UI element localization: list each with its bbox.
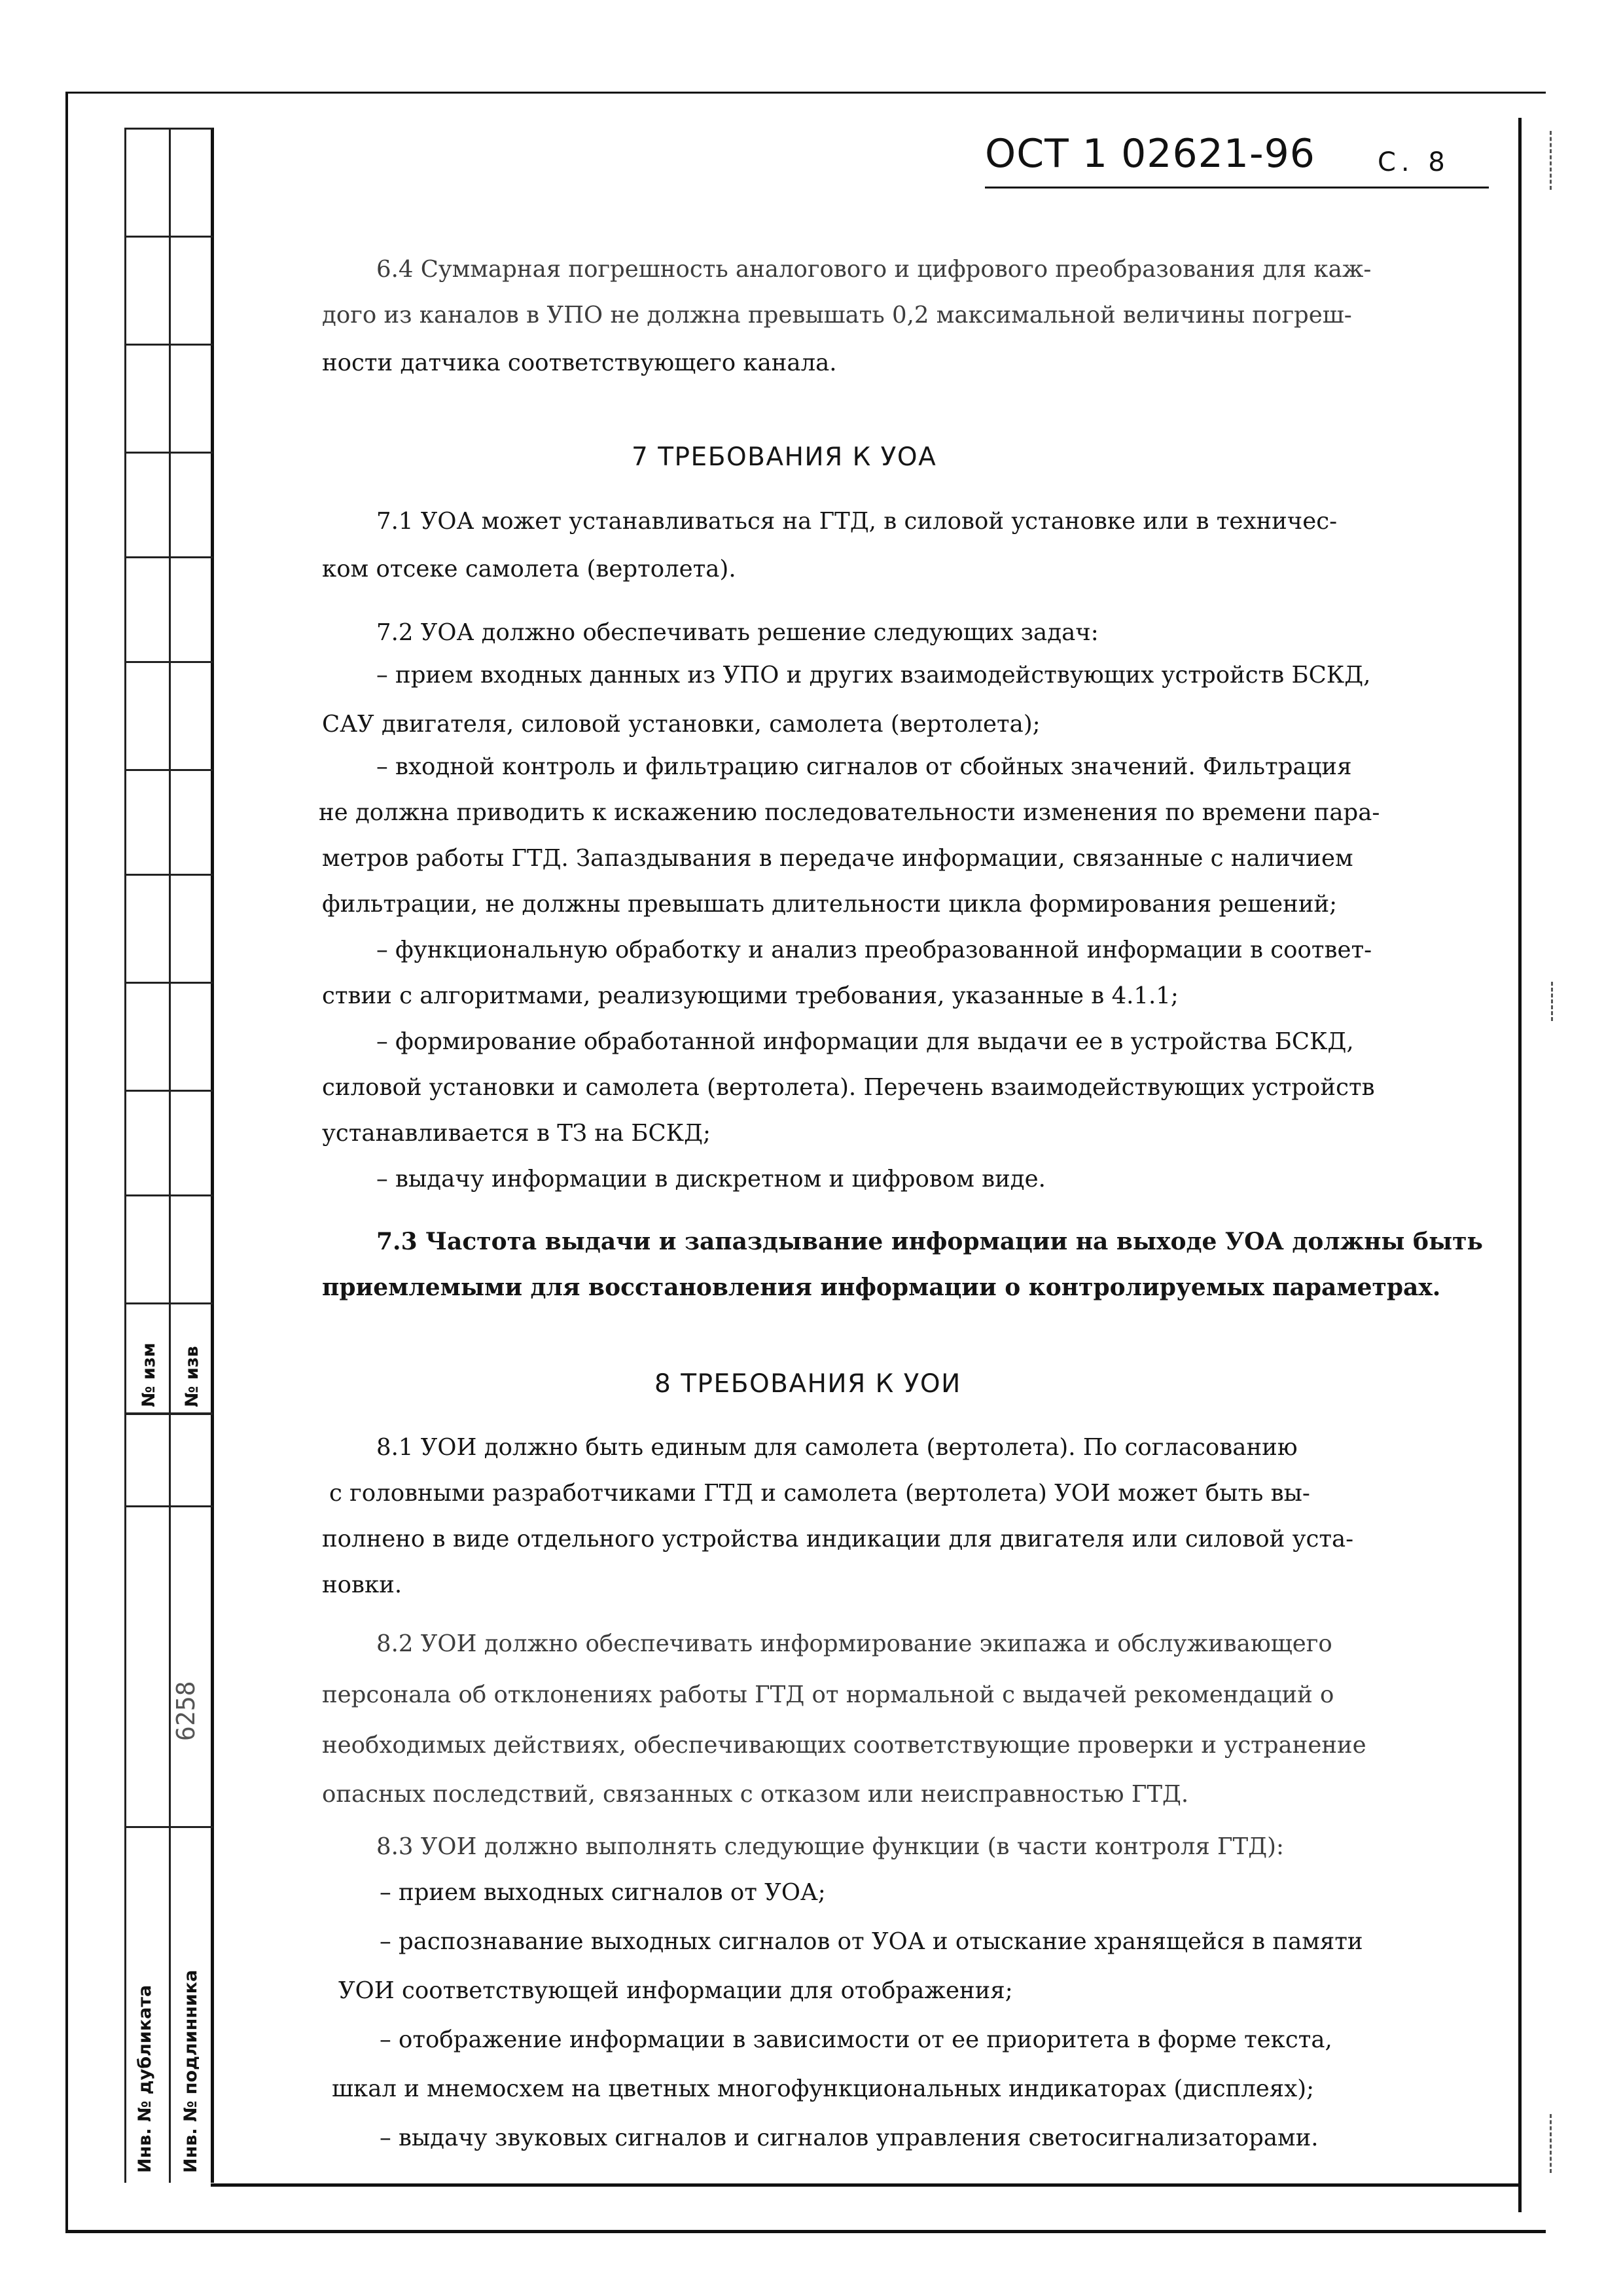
stamp-rule [124, 344, 213, 346]
text-line: – входной контроль и фильтрацию сигналов от сбойных значений. Фильтрация [376, 753, 1352, 780]
text-line: ствии с алгоритмами, реализующими требования, указанные в 4.1.1; [322, 982, 1179, 1009]
text-line: 7.2 УОА должно обеспечивать решение следующих задач: [376, 619, 1099, 646]
text-line: 7.3 Частота выдачи и запаздывание информации на выходе УОА должны быть [376, 1228, 1483, 1255]
text-line: устанавливается в ТЗ на БСКД; [322, 1120, 711, 1147]
stamp-inv-number: 6258 [171, 1681, 200, 1741]
text-line: САУ двигателя, силовой установки, самолета (вертолета); [322, 711, 1041, 738]
text-line: УОИ соответствующей информации для отображения; [338, 1977, 1013, 2004]
text-line: 6.4 Суммарная погрешность аналогового и цифрового преобразования для каж- [376, 256, 1372, 283]
page-frame-outer [65, 92, 1546, 2233]
page-number: С. 8 [1378, 147, 1450, 177]
text-line: 8.3 УОИ должно выполнять следующие функции (в части контроля ГТД): [376, 1833, 1284, 1860]
text-line: ности датчика соответствующего канала. [322, 350, 837, 376]
text-line: – прием выходных сигналов от УОА; [380, 1879, 826, 1906]
edge-mark [1550, 131, 1552, 190]
text-line: не должна приводить к искажению последовательности изменения по времени пара- [319, 799, 1380, 826]
text-line: приемлемыми для восстановления информации о контролируемых параметрах. [322, 1274, 1441, 1301]
stamp-rule [124, 1302, 213, 1304]
page-frame-inner-left [211, 128, 214, 2183]
section-heading-7: 7 ТРЕБОВАНИЯ К УОА [632, 442, 937, 472]
header-rule [985, 187, 1489, 188]
text-line: с головными разработчиками ГТД и самолета (вертолета) УОИ может быть вы- [329, 1480, 1310, 1507]
text-line: опасных последствий, связанных с отказом или неисправностью ГТД. [322, 1781, 1189, 1808]
text-line: полнено в виде отдельного устройства индикации для двигателя или силовой уста- [322, 1526, 1354, 1552]
text-line: необходимых действиях, обеспечивающих соответствующие проверки и устранение [322, 1732, 1366, 1759]
stamp-rule [124, 1412, 213, 1415]
stamp-rule [124, 128, 213, 130]
stamp-rule [124, 236, 213, 238]
stamp-no-izm: № изм [139, 1342, 159, 1407]
text-line: 7.1 УОА может устанавливаться на ГТД, в силовой установке или в техничес- [376, 508, 1338, 535]
text-line: новки. [322, 1571, 402, 1598]
text-line: фильтрации, не должны превышать длительности цикла формирования решений; [322, 891, 1338, 918]
text-line: – формирование обработанной информации для выдачи ее в устройства БСКД, [376, 1028, 1354, 1055]
text-line: – выдачу звуковых сигналов и сигналов управления светосигнализаторами. [380, 2125, 1319, 2151]
stamp-no-izv: № изв [182, 1346, 202, 1407]
stamp-inv-podlinnika: Инв. № подлинника [181, 1969, 201, 2173]
text-line: персонала об отклонениях работы ГТД от нормальной с выдачей рекомендаций о [322, 1681, 1334, 1708]
page-frame-inner-bottom [211, 2183, 1518, 2187]
stamp-rule [124, 556, 213, 558]
stamp-rule [124, 769, 213, 771]
text-line: шкал и мнемосхем на цветных многофункциональных индикаторах (дисплеях); [332, 2075, 1315, 2102]
stamp-rule [124, 452, 213, 454]
page-frame-right [1518, 118, 1522, 2212]
stamp-rule [124, 661, 213, 663]
text-line: – прием входных данных из УПО и других взаимодействующих устройств БСКД, [376, 662, 1371, 689]
stamp-inv-dublikata: Инв. № дубликата [135, 1984, 155, 2173]
text-line: – функциональную обработку и анализ преобразованной информации в соответ- [376, 937, 1372, 963]
text-line: – выдачу информации в дискретном и цифровом виде. [376, 1166, 1046, 1193]
stamp-rule [124, 1194, 213, 1196]
standard-code: ОСТ 1 02621-96 [985, 131, 1315, 177]
stamp-vertical-outer [124, 128, 126, 2183]
text-line: метров работы ГТД. Запаздывания в передаче информации, связанные с наличием [322, 845, 1353, 872]
stamp-rule [124, 982, 213, 984]
text-line: дого из каналов в УПО не должна превышать 0,2 максимальной величины погреш- [322, 302, 1352, 329]
edge-mark [1550, 2114, 1552, 2173]
stamp-rule [124, 1826, 213, 1828]
text-line: ком отсеке самолета (вертолета). [322, 556, 736, 583]
text-line: силовой установки и самолета (вертолета). Перечень взаимодействующих устройств [322, 1074, 1375, 1101]
section-heading-8: 8 ТРЕБОВАНИЯ К УОИ [654, 1369, 961, 1399]
text-line: – отображение информации в зависимости от ее приоритета в форме текста, [380, 2026, 1332, 2053]
text-line: – распознавание выходных сигналов от УОА и отыскание хранящейся в памяти [380, 1928, 1363, 1955]
stamp-vertical-middle [169, 128, 171, 2183]
stamp-rule [124, 1090, 213, 1092]
stamp-rule [124, 874, 213, 876]
text-line: 8.2 УОИ должно обеспечивать информирование экипажа и обслуживающего [376, 1630, 1332, 1657]
text-line: 8.1 УОИ должно быть единым для самолета (вертолета). По согласованию [376, 1434, 1298, 1461]
edge-mark [1551, 982, 1553, 1021]
stamp-rule [124, 1505, 213, 1507]
